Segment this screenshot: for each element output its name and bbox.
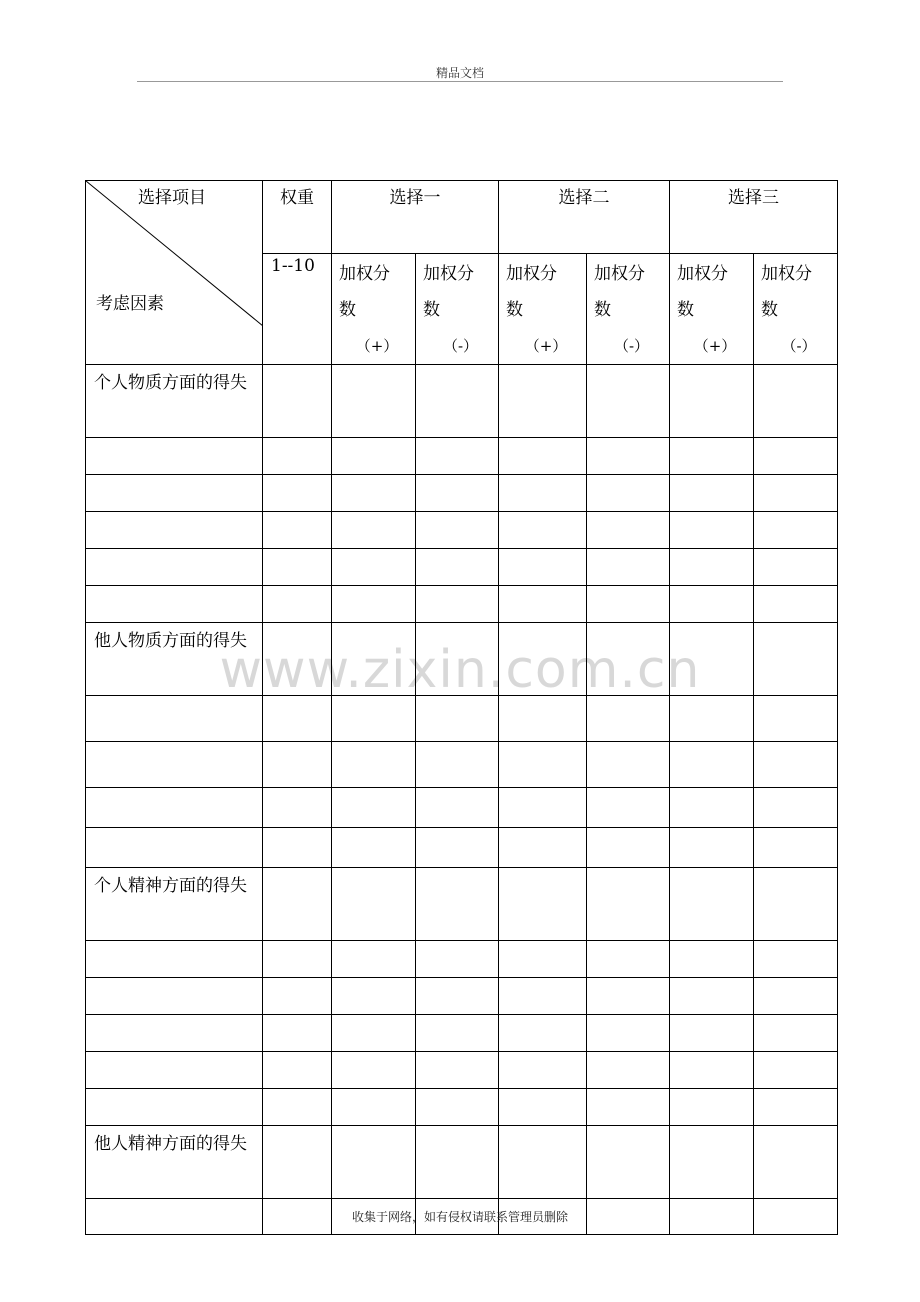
table-cell <box>499 1126 587 1199</box>
table-cell <box>587 788 670 828</box>
score-label-line1: 加权分 <box>677 264 728 284</box>
score-label-line1: 加权分 <box>761 264 812 284</box>
table-cell <box>670 941 754 978</box>
table-cell <box>86 512 263 549</box>
table-cell <box>499 438 587 475</box>
table-cell <box>754 586 838 623</box>
table-row <box>86 1052 838 1089</box>
score-label-line1: 加权分 <box>506 264 557 284</box>
table-cell <box>86 742 263 788</box>
table-cell <box>670 696 754 742</box>
table-cell <box>587 475 670 512</box>
table-cell <box>263 828 332 868</box>
table-cell <box>263 438 332 475</box>
table-cell <box>86 828 263 868</box>
table-cell <box>499 623 587 696</box>
table-cell <box>416 512 499 549</box>
table-cell <box>670 742 754 788</box>
table-cell <box>263 512 332 549</box>
table-cell <box>332 868 416 941</box>
table-cell <box>416 868 499 941</box>
watermark: www.zixin.com.cn <box>219 640 701 700</box>
section-title: 他人物质方面的得失 <box>86 623 263 696</box>
section-row <box>86 623 838 696</box>
table-cell <box>754 696 838 742</box>
table-cell <box>263 1052 332 1089</box>
table-cell <box>332 1015 416 1052</box>
table-cell <box>416 1126 499 1199</box>
table-cell <box>263 1089 332 1126</box>
table-cell <box>263 1015 332 1052</box>
table-cell <box>587 1126 670 1199</box>
section-title: 个人精神方面的得失 <box>86 868 263 941</box>
table-cell <box>416 1052 499 1089</box>
table-cell <box>670 438 754 475</box>
page-footer: 收集于网络，如有侵权请联系管理员删除 <box>351 1210 568 1224</box>
table-cell <box>499 696 587 742</box>
score-subheader-1 <box>332 254 416 365</box>
table-cell <box>587 742 670 788</box>
table-cell <box>499 1015 587 1052</box>
choice-2-header: 选择二 <box>499 181 670 254</box>
table-cell <box>416 438 499 475</box>
table-cell <box>587 438 670 475</box>
table-cell <box>416 828 499 868</box>
table-cell <box>332 742 416 788</box>
section-title: 他人精神方面的得失 <box>86 1126 263 1199</box>
table-cell <box>332 1126 416 1199</box>
score-subheader-4 <box>587 254 670 365</box>
corner-bottom-label: 考虑因素 <box>96 294 164 314</box>
table-cell <box>86 586 263 623</box>
table-cell <box>332 978 416 1015</box>
table-cell <box>754 1052 838 1089</box>
table-row <box>86 941 838 978</box>
table-cell <box>86 941 263 978</box>
table-row <box>86 586 838 623</box>
table-cell <box>416 788 499 828</box>
table-cell <box>587 828 670 868</box>
table-cell <box>332 475 416 512</box>
table-cell <box>416 623 499 696</box>
choice-1-header: 选择一 <box>332 181 499 254</box>
score-label-line2: 数 <box>594 300 611 320</box>
table-cell <box>587 868 670 941</box>
table-cell <box>670 868 754 941</box>
table-cell <box>86 978 263 1015</box>
table-cell <box>86 1089 263 1126</box>
table-cell <box>332 623 416 696</box>
score-label-line2: 数 <box>339 300 356 320</box>
table-cell <box>670 586 754 623</box>
table-cell <box>86 438 263 475</box>
score-label-line2: 数 <box>677 300 694 320</box>
corner-top-label: 选择项目 <box>138 188 206 208</box>
table-row <box>86 696 838 742</box>
score-subheader-6 <box>754 254 838 365</box>
table-cell <box>499 549 587 586</box>
table-cell <box>754 788 838 828</box>
table-row <box>86 742 838 788</box>
table-row <box>86 1089 838 1126</box>
table-cell <box>416 1015 499 1052</box>
table-cell <box>332 549 416 586</box>
table-cell <box>416 978 499 1015</box>
table-cell <box>754 828 838 868</box>
score-label-line2: 数 <box>506 300 523 320</box>
table-cell <box>754 438 838 475</box>
section-row <box>86 868 838 941</box>
corner-header-cell <box>86 181 263 365</box>
table-cell <box>263 1126 332 1199</box>
table-cell <box>499 788 587 828</box>
table-row <box>86 549 838 586</box>
table-cell <box>587 978 670 1015</box>
table-cell <box>670 978 754 1015</box>
table-row <box>86 475 838 512</box>
section-title: 个人物质方面的得失 <box>86 365 263 438</box>
table-cell <box>263 868 332 941</box>
table-cell <box>670 828 754 868</box>
decision-table <box>85 180 838 1235</box>
table-cell <box>263 696 332 742</box>
minus-sign: （-） <box>613 337 650 355</box>
table-cell <box>587 512 670 549</box>
section-row <box>86 1126 838 1199</box>
table-cell <box>670 623 754 696</box>
table-row <box>86 512 838 549</box>
table-row <box>86 438 838 475</box>
table-cell <box>416 742 499 788</box>
table-cell <box>754 868 838 941</box>
table-cell <box>263 549 332 586</box>
table-cell <box>754 941 838 978</box>
table-cell <box>587 1052 670 1089</box>
table-cell <box>86 696 263 742</box>
table-row <box>86 978 838 1015</box>
table-cell <box>587 365 670 438</box>
table-cell <box>416 1089 499 1126</box>
table-cell <box>670 1126 754 1199</box>
score-label-line1: 加权分 <box>423 264 474 284</box>
table-cell <box>670 1089 754 1126</box>
table-cell <box>754 623 838 696</box>
table-cell <box>263 978 332 1015</box>
table-cell <box>499 941 587 978</box>
table-row <box>86 788 838 828</box>
table-cell <box>754 1015 838 1052</box>
table-cell <box>499 1052 587 1089</box>
table-cell <box>416 549 499 586</box>
table-cell <box>332 828 416 868</box>
page-header: 精品文档 <box>435 66 484 80</box>
table-cell <box>754 1089 838 1126</box>
table-cell <box>86 1015 263 1052</box>
table-cell <box>587 586 670 623</box>
table-cell <box>499 868 587 941</box>
table-cell <box>670 512 754 549</box>
minus-sign: （-） <box>442 337 479 355</box>
table-cell <box>587 1089 670 1126</box>
table-cell <box>587 623 670 696</box>
table-cell <box>499 512 587 549</box>
table-cell <box>587 696 670 742</box>
table-cell <box>86 788 263 828</box>
table-cell <box>499 742 587 788</box>
table-cell <box>332 365 416 438</box>
table-cell <box>499 475 587 512</box>
table-cell <box>754 978 838 1015</box>
score-label-line2: 数 <box>423 300 440 320</box>
section-row <box>86 365 838 438</box>
table-cell <box>263 475 332 512</box>
table-cell <box>670 788 754 828</box>
weight-range: 1--10 <box>263 254 332 365</box>
choice-3-header: 选择三 <box>670 181 838 254</box>
table-cell <box>670 1052 754 1089</box>
table-cell <box>499 828 587 868</box>
table-cell <box>332 1089 416 1126</box>
table-cell <box>86 549 263 586</box>
table-cell <box>263 365 332 438</box>
score-label-line1: 加权分 <box>594 264 645 284</box>
table-cell <box>263 586 332 623</box>
table-cell <box>754 365 838 438</box>
table-cell <box>332 438 416 475</box>
table-cell <box>754 1126 838 1199</box>
table-cell <box>263 742 332 788</box>
table-cell <box>670 549 754 586</box>
table-cell <box>754 512 838 549</box>
table-cell <box>499 586 587 623</box>
table-cell <box>416 365 499 438</box>
table-cell <box>499 1089 587 1126</box>
score-subheader-5 <box>670 254 754 365</box>
table-row <box>86 828 838 868</box>
plus-sign: （+） <box>524 337 568 355</box>
plus-sign: （+） <box>693 337 737 355</box>
table-cell <box>332 512 416 549</box>
table-cell <box>499 978 587 1015</box>
table-cell <box>587 549 670 586</box>
table-cell <box>416 475 499 512</box>
table-cell <box>670 1015 754 1052</box>
score-subheader-2 <box>416 254 499 365</box>
table-cell <box>263 623 332 696</box>
table-cell <box>332 586 416 623</box>
table-cell <box>670 365 754 438</box>
table-cell <box>332 941 416 978</box>
table-cell <box>263 788 332 828</box>
table-cell <box>587 941 670 978</box>
table-cell <box>86 1052 263 1089</box>
table-cell <box>332 788 416 828</box>
table-cell <box>416 941 499 978</box>
table-cell <box>86 475 263 512</box>
table-cell <box>332 1052 416 1089</box>
table-cell <box>416 586 499 623</box>
table-cell <box>754 475 838 512</box>
minus-sign: （-） <box>781 337 817 355</box>
table-row <box>86 1015 838 1052</box>
table-cell <box>754 742 838 788</box>
table-cell <box>332 696 416 742</box>
header-rule <box>137 81 783 82</box>
score-label-line2: 数 <box>761 300 778 320</box>
table-cell <box>754 549 838 586</box>
score-subheader-3 <box>499 254 587 365</box>
table-cell <box>499 365 587 438</box>
table-cell <box>416 696 499 742</box>
score-label-line1: 加权分 <box>339 264 390 284</box>
plus-sign: （+） <box>355 337 399 355</box>
weight-header: 权重 <box>263 181 332 254</box>
table-cell <box>587 1015 670 1052</box>
table-cell <box>263 941 332 978</box>
table-cell <box>670 475 754 512</box>
